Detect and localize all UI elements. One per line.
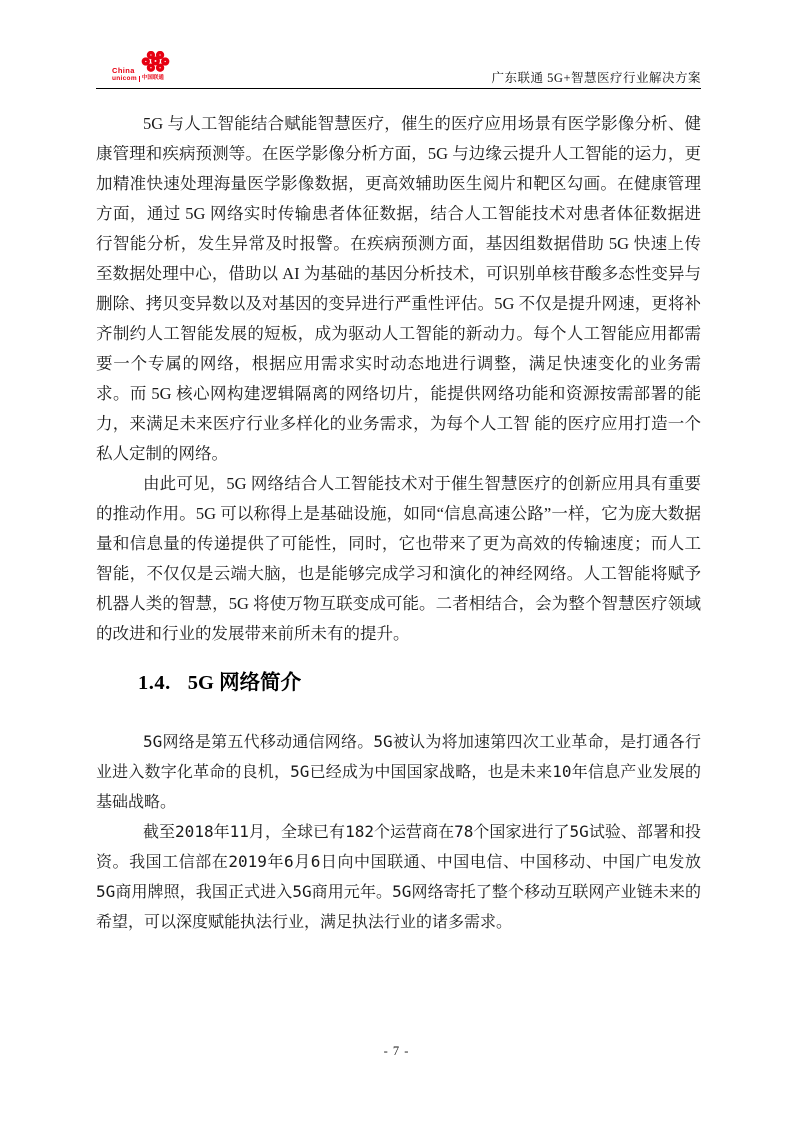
document-body bbox=[96, 109, 701, 937]
section-heading-title: 5G 网络简介 bbox=[187, 672, 302, 694]
section-heading bbox=[96, 668, 701, 698]
paragraph-1: 5G 与人工智能结合赋能智慧医疗，催生的医疗应用场景有医学影像分析、健康管理和疾病预测等。在医学影像分析方面，5G 与边缘云提升人工智能的运力，更加精准快速处理海量医学影像数据，更高效辅助医生阅片和靶区勾画。在健康管理方面，通过 5G 网络实时传输患者体征数据，结合人工智能技术对患者体征数据进行智能分析，发生异常及时报警。在疾病预测方面，基因组数据借助 5G 快速上传至数据处理中心，借助以 AI 为基础的基因分析技术，可识别单核苷酸多态性变异与删除、拷贝变异数以及对基因的变异进行严重性评估。5G 不仅是提升网速，更将补齐制约人工智能发展的短板，成为驱动人工智能的新动力。每个人工智能应用都需要一个专属的网络，根据应用需求实时动态地进行调整，满足快速变化的业务需求。而 5G 核心网构建逻辑隔离的网络切片，能提供网络功能和资源按需部署的能力，来满足未来医疗行业多样化的业务需求，为每个人工智 能的医疗应用打造一个私人定制的网络。 bbox=[96, 114, 701, 463]
page-footer bbox=[0, 1042, 793, 1060]
logo-brand-row bbox=[112, 76, 164, 83]
paragraph-4: 截至2018年11月，全球已有182个运营商在78个国家进行了5G试验、部署和投资。我国工信部在2019年6月6日向中国联通、中国电信、中国移动、中国广电发放5G商用牌照，我国正式进入5G商用元年。5G网络寄托了整个移动互联网产业链未来的希望，可以深度赋能执法行业，满足执法行业的诸多需求。 bbox=[96, 822, 701, 931]
section-heading-number: 1.4. bbox=[138, 672, 171, 694]
header-rule bbox=[96, 88, 701, 89]
china-unicom-logo bbox=[112, 50, 174, 85]
header-doc-title: 广东联通 5G+智慧医疗行业解决方案 bbox=[491, 71, 701, 85]
logo-brand-text bbox=[112, 67, 164, 82]
page-header bbox=[0, 0, 793, 92]
logo-brand-line2: unicom bbox=[112, 74, 137, 82]
paragraph-3: 5G网络是第五代移动通信网络。5G被认为将加速第四次工业革命，是打通各行业进入数字化革命的良机，5G已经成为中国国家战略，也是未来10年信息产业发展的基础战略。 bbox=[96, 732, 701, 811]
logo-brand-line1: China bbox=[112, 66, 135, 75]
logo-brand-cn: 中国联通 bbox=[139, 76, 164, 82]
page-number: - 7 - bbox=[383, 1044, 410, 1058]
paragraph-2: 由此可见，5G 网络结合人工智能技术对于催生智慧医疗的创新应用具有重要的推动作用。5G 可以称得上是基础设施，如同“信息高速公路”一样，它为庞大数据量和信息量的传递提供了可能性，同时，它也带来了更为高效的传输速度；而人工智能，不仅仅是云端大脑，也是能够完成学习和演化的神经网络。人工智能将赋予机器人类的智慧，5G 将使万物互联变成可能。二者相结合，会为整个智慧医疗领域的改进和行业的发展带来前所未有的提升。 bbox=[96, 474, 701, 643]
